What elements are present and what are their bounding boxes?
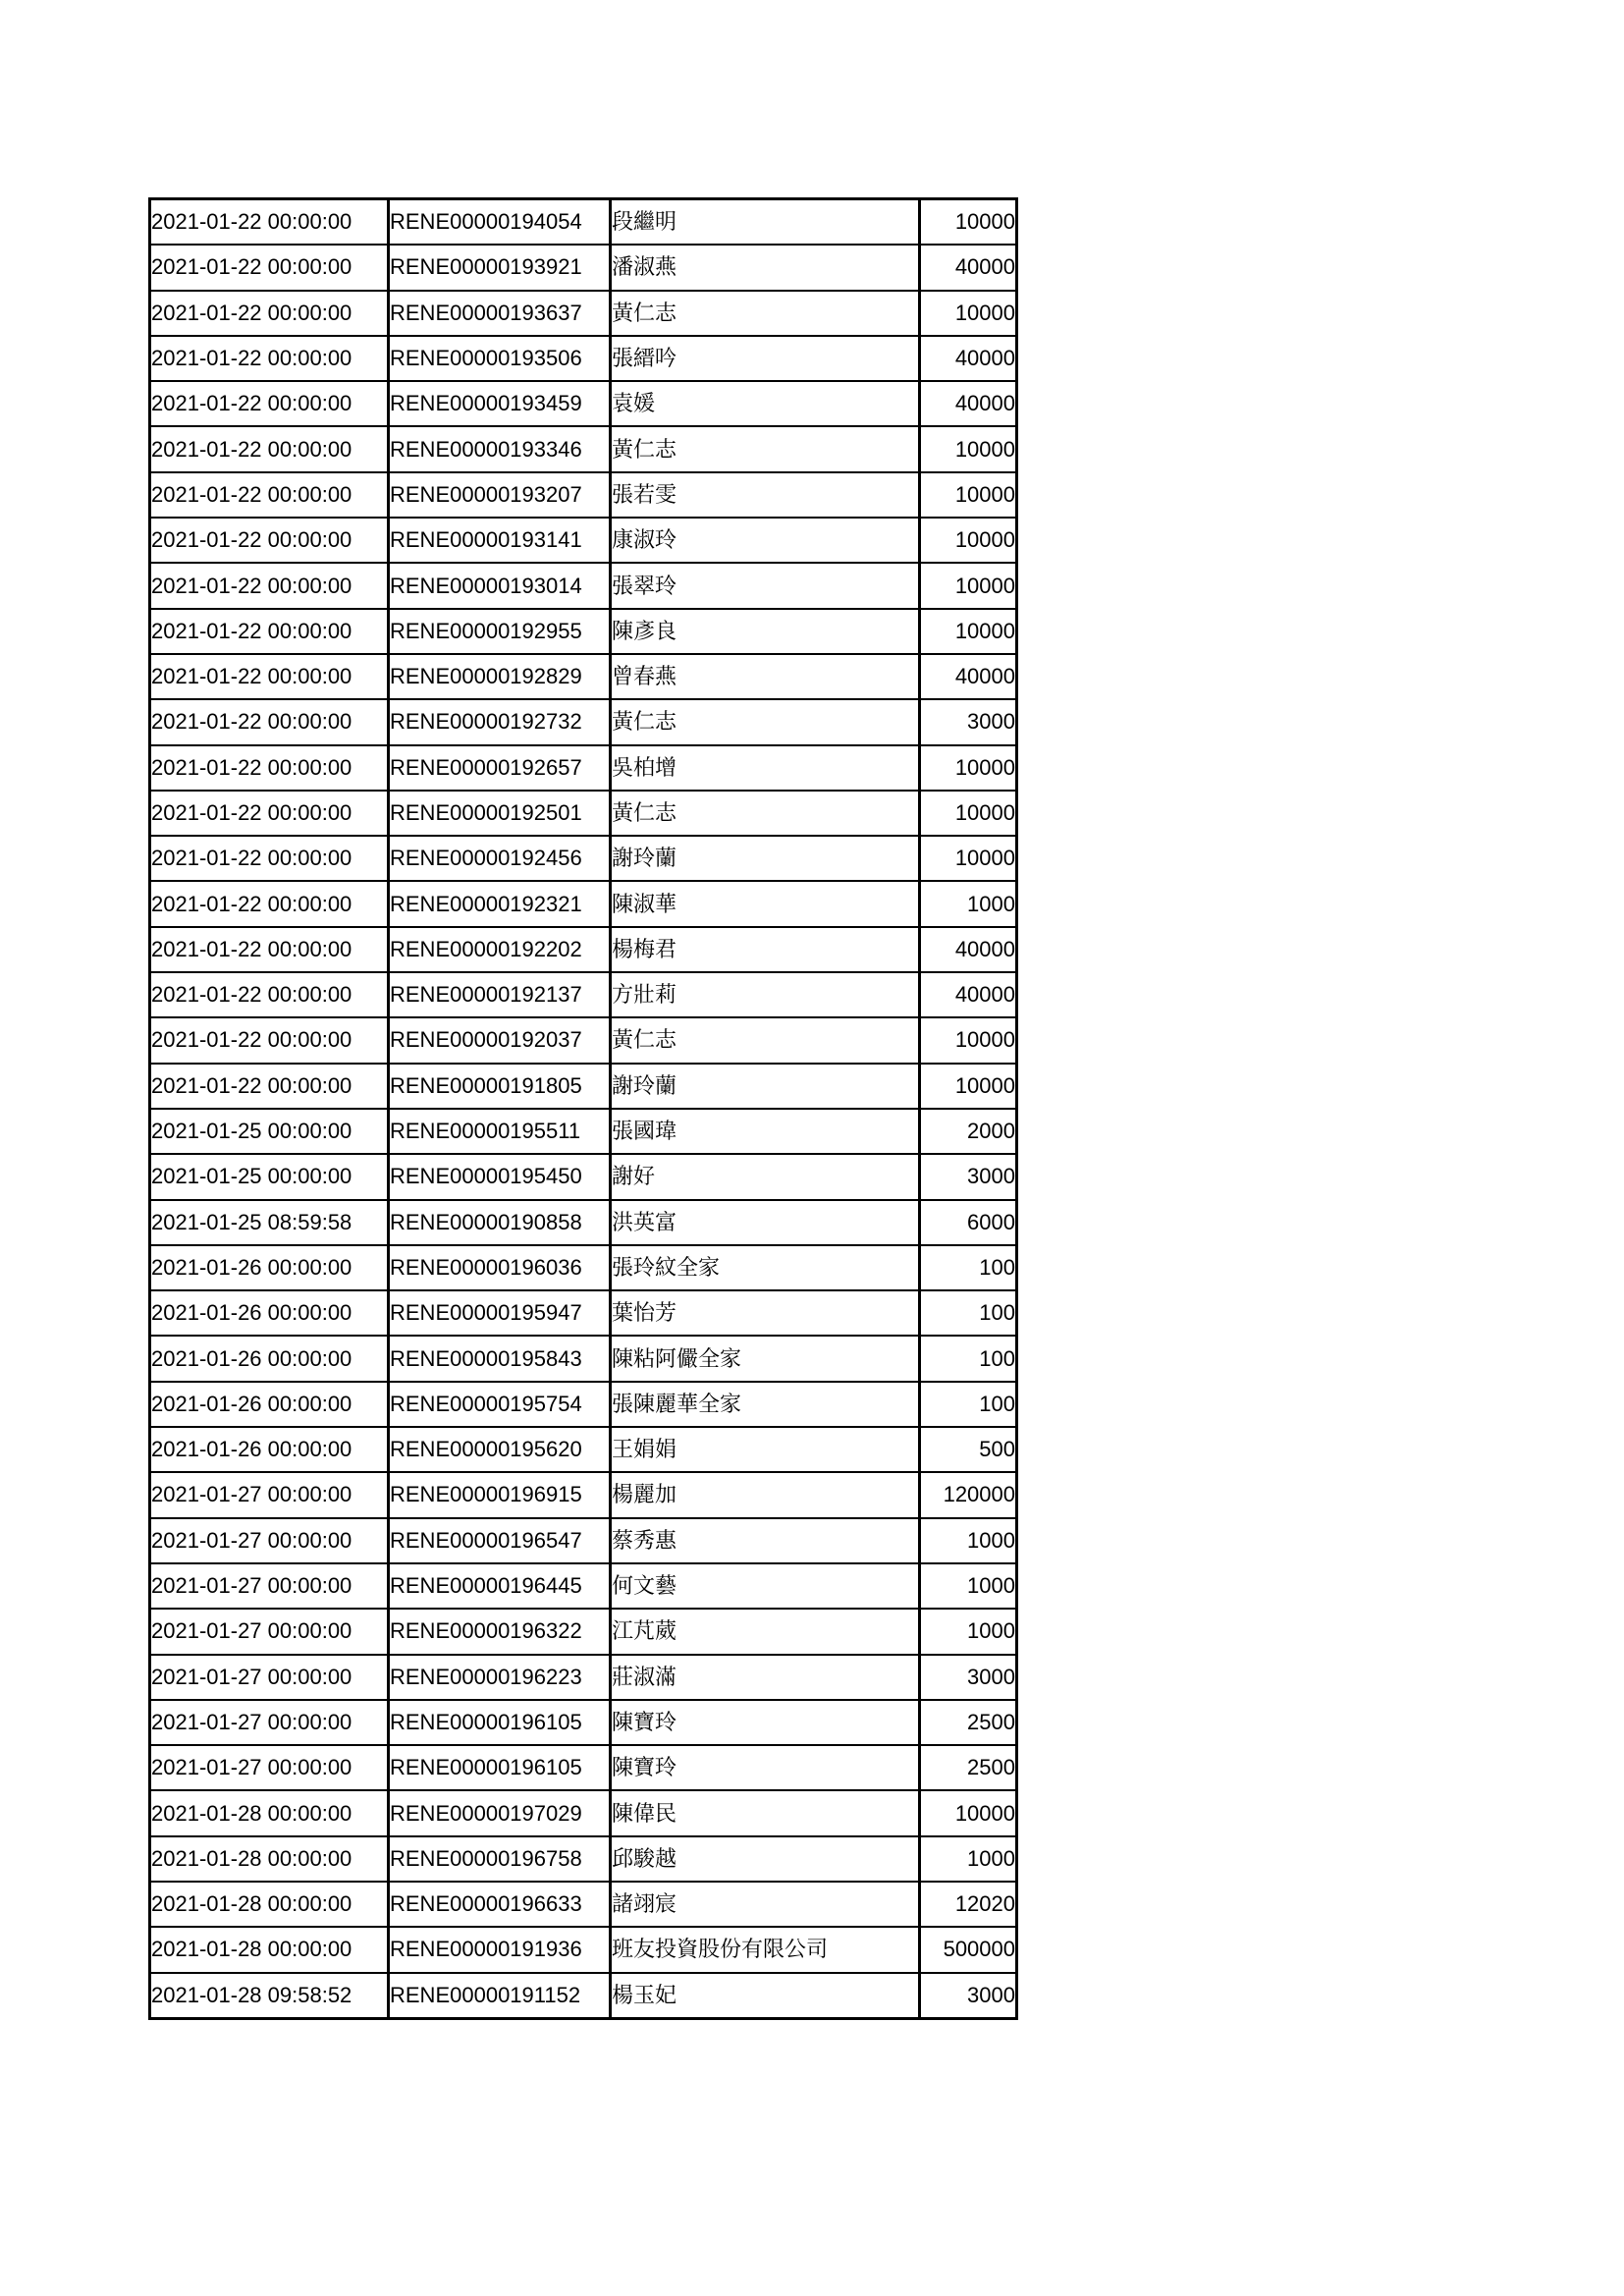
amount-cell: 100 xyxy=(920,1245,1017,1290)
amount-cell: 3000 xyxy=(920,699,1017,744)
reference-number-cell: RENE00000191936 xyxy=(389,1927,611,1972)
reference-number-cell: RENE00000193506 xyxy=(389,336,611,381)
date-cell: 2021-01-28 00:00:00 xyxy=(150,1927,389,1972)
table-row xyxy=(150,518,1017,563)
amount-cell: 10000 xyxy=(920,745,1017,791)
donor-name-cell: 黃仁志 xyxy=(611,291,920,336)
amount-cell: 2500 xyxy=(920,1700,1017,1745)
date-cell: 2021-01-26 00:00:00 xyxy=(150,1290,389,1336)
table-row xyxy=(150,1745,1017,1790)
reference-number-cell: RENE00000192202 xyxy=(389,927,611,972)
table-row xyxy=(150,199,1017,246)
amount-cell: 40000 xyxy=(920,381,1017,426)
amount-cell: 40000 xyxy=(920,972,1017,1017)
date-cell: 2021-01-27 00:00:00 xyxy=(150,1655,389,1700)
date-cell: 2021-01-22 00:00:00 xyxy=(150,563,389,608)
reference-number-cell: RENE00000196758 xyxy=(389,1836,611,1882)
ledger-body xyxy=(150,199,1017,2019)
reference-number-cell: RENE00000196322 xyxy=(389,1609,611,1654)
table-row xyxy=(150,699,1017,744)
table-row xyxy=(150,1609,1017,1654)
amount-cell: 3000 xyxy=(920,1973,1017,2019)
date-cell: 2021-01-28 00:00:00 xyxy=(150,1882,389,1927)
date-cell: 2021-01-27 00:00:00 xyxy=(150,1518,389,1563)
reference-number-cell: RENE00000192456 xyxy=(389,836,611,881)
table-row xyxy=(150,836,1017,881)
table-row xyxy=(150,1336,1017,1381)
date-cell: 2021-01-25 00:00:00 xyxy=(150,1109,389,1154)
table-row xyxy=(150,381,1017,426)
donor-name-cell: 張若雯 xyxy=(611,472,920,518)
date-cell: 2021-01-22 00:00:00 xyxy=(150,245,389,290)
amount-cell: 10000 xyxy=(920,791,1017,836)
table-row xyxy=(150,291,1017,336)
amount-cell: 40000 xyxy=(920,927,1017,972)
amount-cell: 6000 xyxy=(920,1200,1017,1245)
date-cell: 2021-01-22 00:00:00 xyxy=(150,791,389,836)
reference-number-cell: RENE00000196915 xyxy=(389,1472,611,1517)
table-row xyxy=(150,1518,1017,1563)
date-cell: 2021-01-22 00:00:00 xyxy=(150,745,389,791)
table-row xyxy=(150,1200,1017,1245)
table-row xyxy=(150,1927,1017,1972)
amount-cell: 1000 xyxy=(920,881,1017,926)
donation-ledger-table xyxy=(148,197,1018,2020)
table-row xyxy=(150,336,1017,381)
date-cell: 2021-01-26 00:00:00 xyxy=(150,1245,389,1290)
table-row xyxy=(150,1882,1017,1927)
amount-cell: 10000 xyxy=(920,291,1017,336)
donor-name-cell: 班友投資股份有限公司 xyxy=(611,1927,920,1972)
amount-cell: 10000 xyxy=(920,426,1017,471)
table-row xyxy=(150,1382,1017,1427)
date-cell: 2021-01-26 00:00:00 xyxy=(150,1382,389,1427)
table-row xyxy=(150,1017,1017,1063)
donor-name-cell: 邱駿越 xyxy=(611,1836,920,1882)
donor-name-cell: 陳淑華 xyxy=(611,881,920,926)
reference-number-cell: RENE00000197029 xyxy=(389,1790,611,1835)
amount-cell: 10000 xyxy=(920,609,1017,654)
amount-cell: 10000 xyxy=(920,518,1017,563)
date-cell: 2021-01-22 00:00:00 xyxy=(150,472,389,518)
table-row xyxy=(150,654,1017,699)
donor-name-cell: 陳偉民 xyxy=(611,1790,920,1835)
table-row xyxy=(150,972,1017,1017)
reference-number-cell: RENE00000196105 xyxy=(389,1700,611,1745)
reference-number-cell: RENE00000190858 xyxy=(389,1200,611,1245)
date-cell: 2021-01-22 00:00:00 xyxy=(150,518,389,563)
amount-cell: 500000 xyxy=(920,1927,1017,1972)
donor-name-cell: 黃仁志 xyxy=(611,1017,920,1063)
table-row xyxy=(150,609,1017,654)
reference-number-cell: RENE00000192955 xyxy=(389,609,611,654)
donor-name-cell: 莊淑滿 xyxy=(611,1655,920,1700)
table-row xyxy=(150,1973,1017,2019)
donor-name-cell: 張國瑋 xyxy=(611,1109,920,1154)
reference-number-cell: RENE00000195450 xyxy=(389,1154,611,1199)
date-cell: 2021-01-27 00:00:00 xyxy=(150,1745,389,1790)
reference-number-cell: RENE00000192657 xyxy=(389,745,611,791)
table-row xyxy=(150,1064,1017,1109)
amount-cell: 10000 xyxy=(920,1064,1017,1109)
date-cell: 2021-01-22 00:00:00 xyxy=(150,291,389,336)
donor-name-cell: 陳寶玲 xyxy=(611,1700,920,1745)
reference-number-cell: RENE00000191805 xyxy=(389,1064,611,1109)
reference-number-cell: RENE00000196445 xyxy=(389,1563,611,1609)
donor-name-cell: 楊麗加 xyxy=(611,1472,920,1517)
donor-name-cell: 葉怡芳 xyxy=(611,1290,920,1336)
amount-cell: 3000 xyxy=(920,1655,1017,1700)
reference-number-cell: RENE00000192732 xyxy=(389,699,611,744)
amount-cell: 100 xyxy=(920,1382,1017,1427)
amount-cell: 40000 xyxy=(920,245,1017,290)
table-row xyxy=(150,426,1017,471)
donor-name-cell: 楊梅君 xyxy=(611,927,920,972)
date-cell: 2021-01-28 00:00:00 xyxy=(150,1836,389,1882)
amount-cell: 1000 xyxy=(920,1609,1017,1654)
donor-name-cell: 謝玲蘭 xyxy=(611,1064,920,1109)
reference-number-cell: RENE00000195511 xyxy=(389,1109,611,1154)
table-row xyxy=(150,1472,1017,1517)
donor-name-cell: 方壯莉 xyxy=(611,972,920,1017)
reference-number-cell: RENE00000196633 xyxy=(389,1882,611,1927)
date-cell: 2021-01-22 00:00:00 xyxy=(150,609,389,654)
amount-cell: 10000 xyxy=(920,1017,1017,1063)
amount-cell: 10000 xyxy=(920,199,1017,246)
date-cell: 2021-01-25 08:59:58 xyxy=(150,1200,389,1245)
amount-cell: 3000 xyxy=(920,1154,1017,1199)
reference-number-cell: RENE00000192321 xyxy=(389,881,611,926)
table-row xyxy=(150,563,1017,608)
donor-name-cell: 吳柏增 xyxy=(611,745,920,791)
donor-name-cell: 張陳麗華全家 xyxy=(611,1382,920,1427)
date-cell: 2021-01-27 00:00:00 xyxy=(150,1700,389,1745)
donor-name-cell: 何文藝 xyxy=(611,1563,920,1609)
reference-number-cell: RENE00000195843 xyxy=(389,1336,611,1381)
amount-cell: 10000 xyxy=(920,836,1017,881)
reference-number-cell: RENE00000196547 xyxy=(389,1518,611,1563)
reference-number-cell: RENE00000196036 xyxy=(389,1245,611,1290)
date-cell: 2021-01-22 00:00:00 xyxy=(150,972,389,1017)
table-row xyxy=(150,1427,1017,1472)
reference-number-cell: RENE00000192137 xyxy=(389,972,611,1017)
amount-cell: 10000 xyxy=(920,563,1017,608)
amount-cell: 10000 xyxy=(920,472,1017,518)
donor-name-cell: 江芃葳 xyxy=(611,1609,920,1654)
amount-cell: 1000 xyxy=(920,1836,1017,1882)
reference-number-cell: RENE00000193459 xyxy=(389,381,611,426)
donor-name-cell: 段繼明 xyxy=(611,199,920,246)
date-cell: 2021-01-22 00:00:00 xyxy=(150,699,389,744)
donor-name-cell: 諸翊宸 xyxy=(611,1882,920,1927)
amount-cell: 40000 xyxy=(920,336,1017,381)
reference-number-cell: RENE00000195620 xyxy=(389,1427,611,1472)
donor-name-cell: 康淑玲 xyxy=(611,518,920,563)
date-cell: 2021-01-27 00:00:00 xyxy=(150,1472,389,1517)
table-row xyxy=(150,245,1017,290)
reference-number-cell: RENE00000191152 xyxy=(389,1973,611,2019)
date-cell: 2021-01-28 09:58:52 xyxy=(150,1973,389,2019)
donor-name-cell: 陳寶玲 xyxy=(611,1745,920,1790)
reference-number-cell: RENE00000193637 xyxy=(389,291,611,336)
amount-cell: 1000 xyxy=(920,1518,1017,1563)
table-row xyxy=(150,1836,1017,1882)
date-cell: 2021-01-22 00:00:00 xyxy=(150,836,389,881)
table-row xyxy=(150,1563,1017,1609)
table-row xyxy=(150,1245,1017,1290)
amount-cell: 100 xyxy=(920,1290,1017,1336)
reference-number-cell: RENE00000193346 xyxy=(389,426,611,471)
donor-name-cell: 張翠玲 xyxy=(611,563,920,608)
date-cell: 2021-01-26 00:00:00 xyxy=(150,1336,389,1381)
amount-cell: 40000 xyxy=(920,654,1017,699)
amount-cell: 500 xyxy=(920,1427,1017,1472)
donor-name-cell: 謝玲蘭 xyxy=(611,836,920,881)
table-row xyxy=(150,1290,1017,1336)
donor-name-cell: 謝好 xyxy=(611,1154,920,1199)
donor-name-cell: 黃仁志 xyxy=(611,699,920,744)
table-row xyxy=(150,1154,1017,1199)
table-row xyxy=(150,791,1017,836)
reference-number-cell: RENE00000195754 xyxy=(389,1382,611,1427)
donor-name-cell: 曾春燕 xyxy=(611,654,920,699)
reference-number-cell: RENE00000193014 xyxy=(389,563,611,608)
table-row xyxy=(150,881,1017,926)
donor-name-cell: 袁媛 xyxy=(611,381,920,426)
donor-name-cell: 王娟娟 xyxy=(611,1427,920,1472)
amount-cell: 12020 xyxy=(920,1882,1017,1927)
date-cell: 2021-01-22 00:00:00 xyxy=(150,654,389,699)
reference-number-cell: RENE00000192829 xyxy=(389,654,611,699)
reference-number-cell: RENE00000193207 xyxy=(389,472,611,518)
date-cell: 2021-01-22 00:00:00 xyxy=(150,1064,389,1109)
table-row xyxy=(150,745,1017,791)
table-row xyxy=(150,1700,1017,1745)
date-cell: 2021-01-22 00:00:00 xyxy=(150,426,389,471)
reference-number-cell: RENE00000193141 xyxy=(389,518,611,563)
reference-number-cell: RENE00000193921 xyxy=(389,245,611,290)
table-row xyxy=(150,1790,1017,1835)
reference-number-cell: RENE00000196223 xyxy=(389,1655,611,1700)
reference-number-cell: RENE00000196105 xyxy=(389,1745,611,1790)
amount-cell: 10000 xyxy=(920,1790,1017,1835)
amount-cell: 2000 xyxy=(920,1109,1017,1154)
donor-name-cell: 張縉吟 xyxy=(611,336,920,381)
reference-number-cell: RENE00000195947 xyxy=(389,1290,611,1336)
date-cell: 2021-01-27 00:00:00 xyxy=(150,1563,389,1609)
amount-cell: 120000 xyxy=(920,1472,1017,1517)
date-cell: 2021-01-27 00:00:00 xyxy=(150,1609,389,1654)
donor-name-cell: 陳彥良 xyxy=(611,609,920,654)
date-cell: 2021-01-22 00:00:00 xyxy=(150,381,389,426)
donor-name-cell: 黃仁志 xyxy=(611,791,920,836)
donor-name-cell: 潘淑燕 xyxy=(611,245,920,290)
table-row xyxy=(150,1655,1017,1700)
date-cell: 2021-01-22 00:00:00 xyxy=(150,199,389,246)
donor-name-cell: 陳粘阿儼全家 xyxy=(611,1336,920,1381)
table-row xyxy=(150,927,1017,972)
date-cell: 2021-01-22 00:00:00 xyxy=(150,927,389,972)
table-row xyxy=(150,472,1017,518)
reference-number-cell: RENE00000194054 xyxy=(389,199,611,246)
date-cell: 2021-01-26 00:00:00 xyxy=(150,1427,389,1472)
date-cell: 2021-01-22 00:00:00 xyxy=(150,336,389,381)
date-cell: 2021-01-28 00:00:00 xyxy=(150,1790,389,1835)
donor-name-cell: 蔡秀惠 xyxy=(611,1518,920,1563)
date-cell: 2021-01-22 00:00:00 xyxy=(150,881,389,926)
donor-name-cell: 洪英富 xyxy=(611,1200,920,1245)
date-cell: 2021-01-22 00:00:00 xyxy=(150,1017,389,1063)
amount-cell: 100 xyxy=(920,1336,1017,1381)
amount-cell: 2500 xyxy=(920,1745,1017,1790)
donor-name-cell: 黃仁志 xyxy=(611,426,920,471)
donor-name-cell: 張玲紋全家 xyxy=(611,1245,920,1290)
reference-number-cell: RENE00000192501 xyxy=(389,791,611,836)
date-cell: 2021-01-25 00:00:00 xyxy=(150,1154,389,1199)
donor-name-cell: 楊玉妃 xyxy=(611,1973,920,2019)
reference-number-cell: RENE00000192037 xyxy=(389,1017,611,1063)
table-row xyxy=(150,1109,1017,1154)
amount-cell: 1000 xyxy=(920,1563,1017,1609)
